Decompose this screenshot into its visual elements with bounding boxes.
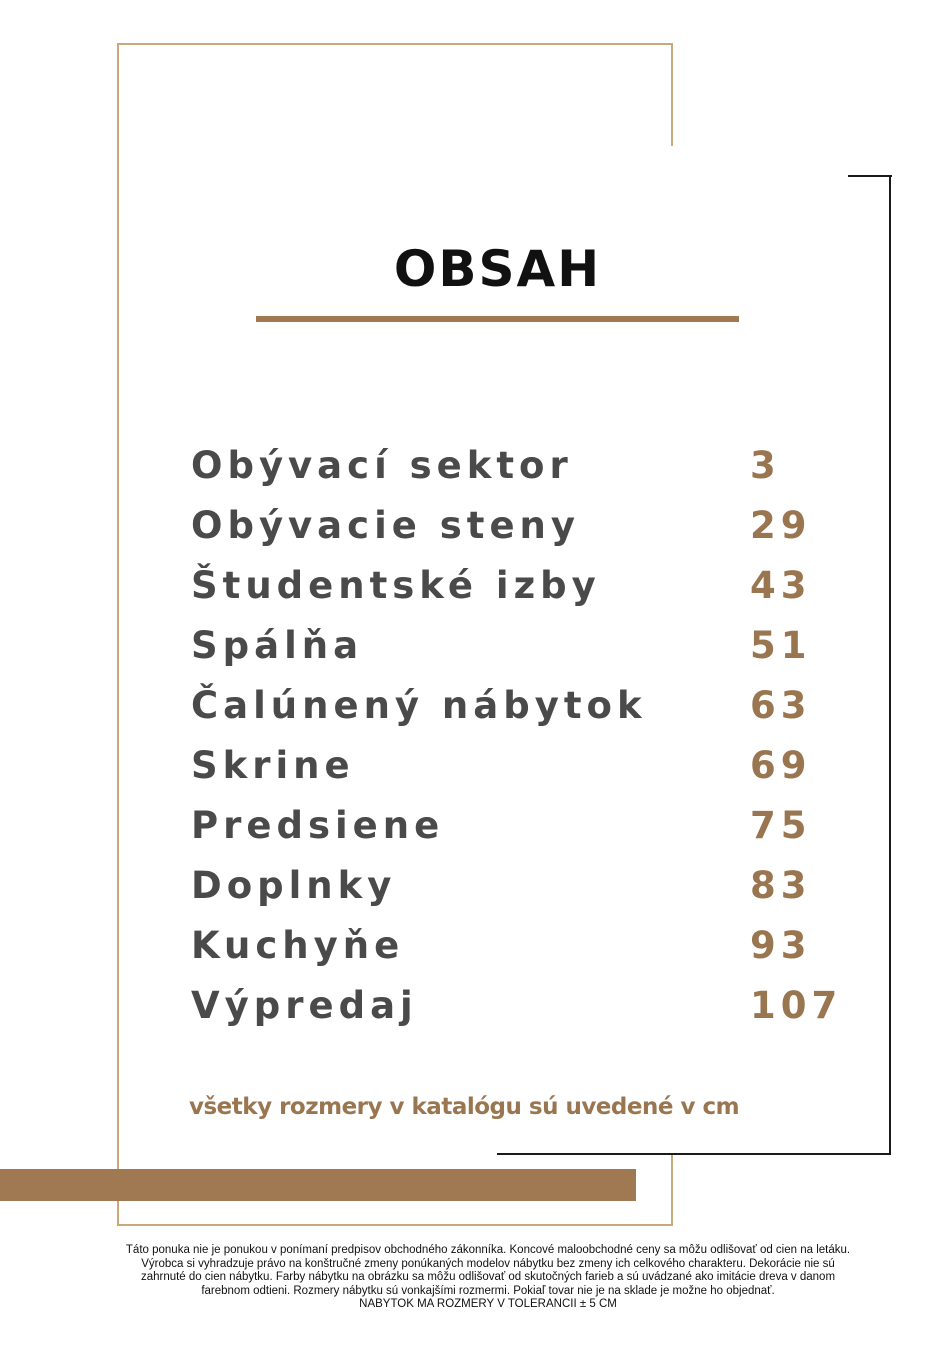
title-underline — [256, 316, 739, 322]
toc-item-label: Spálňa — [191, 624, 364, 667]
toc-item-label: Predsiene — [191, 804, 445, 847]
toc-item-studentske-izby[interactable] — [191, 560, 831, 620]
toc-item-page-number: 83 — [750, 864, 812, 907]
toc-item-label: Obývací sektor — [191, 444, 573, 487]
toc-item-label: Skrine — [191, 744, 355, 787]
toc-item-spalna[interactable] — [191, 620, 831, 680]
toc-item-obyvacie-steny[interactable] — [191, 500, 831, 560]
decorative-bottom-bar — [0, 1169, 636, 1201]
toc-item-page-number: 75 — [750, 804, 812, 847]
toc-item-page-number: 51 — [750, 624, 812, 667]
toc-item-caluneny-nabytok[interactable] — [191, 680, 831, 740]
decorative-black-frame-top — [848, 175, 892, 177]
toc-item-page-number: 43 — [750, 564, 812, 607]
toc-item-page-number: 107 — [750, 984, 843, 1027]
disclaimer-line: NABYTOK MA ROZMERY V TOLERANCII ± 5 CM — [359, 1298, 617, 1310]
toc-item-kuchyne[interactable] — [191, 920, 831, 980]
disclaimer-line: Výrobca si vyhradzuje právo na konštručné zmeny ponúkaných modelov nábytku bez zmeny ich celkového charakteru. Dekorácie nie sú — [141, 1257, 835, 1270]
toc-item-label: Čalúnený nábytok — [191, 684, 647, 727]
toc-item-label: Kuchyňe — [191, 924, 405, 967]
decorative-black-frame-bottom — [497, 1153, 891, 1155]
toc-item-page-number: 93 — [750, 924, 812, 967]
toc-item-label: Obývacie steny — [191, 504, 580, 547]
toc-item-page-number: 3 — [750, 444, 781, 487]
disclaimer-line: Táto ponuka nie je ponukou v ponímaní predpisov obchodného zákonníka. Koncové maloobchodné ceny sa môžu odlišovať od cien na letáku. — [125, 1244, 851, 1256]
toc-item-obyvaci-sektor[interactable] — [191, 440, 831, 500]
disclaimer-line: farebnom odtieni. Rozmery nábytku sú vonkajšími rozmermi. Pokiaľ tovar nie je na sklade je možne ho objednať. — [201, 1284, 775, 1297]
toc-item-page-number: 29 — [750, 504, 812, 547]
table-of-contents — [191, 440, 843, 1040]
toc-item-label: Študentské izby — [191, 564, 601, 607]
disclaimer-line: zahrnuté do cien nábytku. Farby nábytku na obrázku sa môžu odlišovať od skutočných farieb a sú uvádzané ako imitácie dreva v danom — [140, 1271, 836, 1283]
toc-item-predsiene[interactable] — [191, 800, 831, 860]
toc-item-skrine[interactable] — [191, 740, 831, 800]
legal-disclaimer — [60, 1244, 916, 1312]
toc-item-page-number: 63 — [750, 684, 812, 727]
toc-item-doplnky[interactable] — [191, 860, 831, 920]
toc-item-label: Doplnky — [191, 864, 397, 907]
decorative-black-frame-right — [889, 175, 891, 1155]
toc-item-vypredaj[interactable] — [191, 980, 843, 1040]
dimensions-note: všetky rozmery v katalógu sú uvedené v cm — [189, 1094, 740, 1120]
page-title: OBSAH — [393, 240, 602, 298]
toc-item-page-number: 69 — [750, 744, 812, 787]
toc-item-label: Výpredaj — [191, 984, 418, 1027]
